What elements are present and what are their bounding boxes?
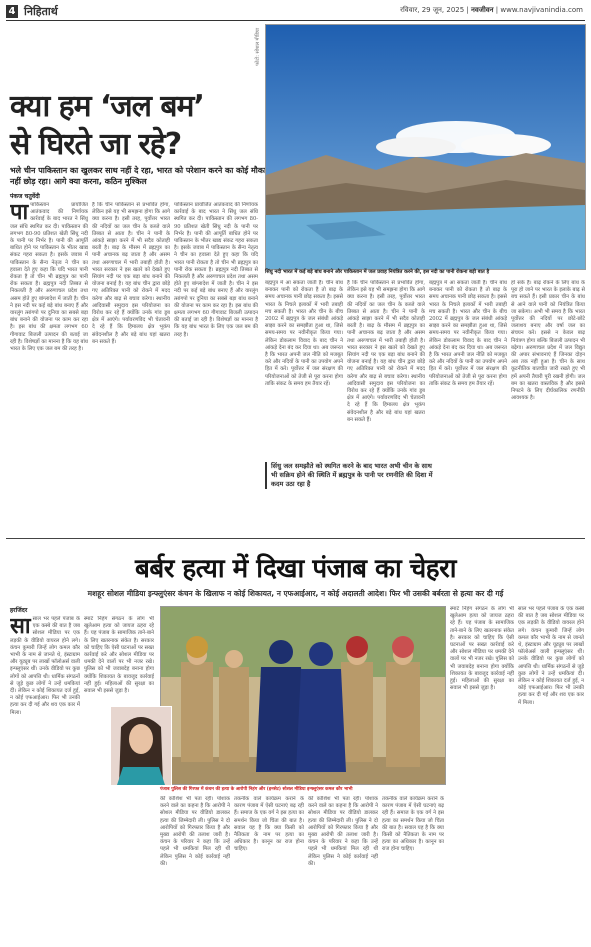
story1-column-6: बह्मपुत्र में आ सकता जाती है। चीन बांध बनाकर पानी को रोकता है तो बाढ़ के समय अचानक पानी छोड़ सकता है। इससे भारत के निचले इलाकों में भारी तबाही मच सकती है। भारत और चीन के बीच 2002 में ब्रह्मपुत्र के जल संबंधी आंकड़े साझा करने का समझौता हुआ था, जिसे समय-समय पर नवीनीकृत किया गया। लेकिन डोकलाम विवाद के बाद चीन ने आंकड़े देना बंद कर दिया था। अब जरूरत है कि भारत अपनी जल नीति को मजबूत करे और नदियों के पानी का उपयोग अपने हित में करे। पूर्वोत्तर में जल संरक्षण की परियोजनाओं को तेजी से पूरा करना होगा ताकि संकट के समय हम तैयार रहें।: [429, 280, 507, 387]
story2-column-5: की कोशिश भी पता रही। पोशाक करने वाले का कहना है कि आरोपी ने सोशल मीडिया पर वीडियो डालकर हत्या की जिम्मेदारी ली। पुलिस ने दो आरोपियों को गिरफ्तार किया है और मुख्य आरोपी की तलाश जारी है। कंचन के परिवार ने कहा कि उन्हें पहले भी धमकियां मिल रही थीं लेकिन पुलिस ने कोई कार्रवाई नहीं की।: [308, 796, 378, 867]
story1-column-2: है कि चीन पाकिस्तान से प्रभावित होगा, लेकिन इसे यह भी समझना होगा कि आगे क्या करना है। इसी तरह, पूर्वोत्तर भारत की नदियों का जल चीन के कब्जे वाले तिब्बत से आता है। चीन ने पानी के आंकड़े साझा करने में भी सदैव कोताही बरती है। बाढ़ के मौसम में ब्रह्मपुत्र का पानी अचानक बढ़ जाता है और असम तथा अरुणाचल में भारी तबाही होती है। भारत सरकार ने इस खतरे को देखते हुए सियांग नदी पर एक बड़ा बांध बनाने की योजना बनाई है। यह बांध चीन द्वारा छोड़े गए अतिरिक्त पानी को रोकने में मदद करेगा और बाढ़ से बचाव करेगा। स्थानीय आदिवासी समुदाय इस परियोजना का विरोध कर रहे हैं क्योंकि उनके गांव डूब क्षेत्र में आएंगे। पर्यावरणविद भी चेतावनी दे रहे हैं कि हिमालय क्षेत्र भूकंप संवेदनशील है और बड़े बांध यहां खतरा बन सकते हैं।: [92, 202, 170, 345]
masthead: रविवार, 29 जून, 2025 | नवजीवन | www.navjivanindia.com: [400, 6, 583, 14]
arrest-photo: [160, 606, 446, 785]
date-line: रविवार, 29 जून, 2025: [400, 6, 465, 14]
column-text: पाकिस्तान प्रायोजित आतंकवाद की निर्णायक कार्रवाई के बाद भारत ने सिंधु जल संधि स्थगित कर दी। पाकिस्तान की लगभग 80-90 प्रतिशत खेती सिंधु नदी के पानी पर निर्भर है। पानी की आपूर्ति बाधित होने पर पाकिस्तान के भीतर खाद्य संकट गहरा सकता है। इसके जवाब में पाकिस्तान के सैन्य नेतृत्व ने चीन का हवाला देते हुए कहा कि यदि भारत पानी रोकता है तो चीन भी ब्रह्मपुत्र का पानी रोक सकता है। ब्रह्मपुत्र नदी तिब्बत से निकलती है और अरुणाचल प्रदेश तथा असम होते हुए बांग्लादेश में जाती है। चीन ने इस नदी पर कई बड़े बांध बनाए हैं और यारलुंग त्सांगपो पर दुनिया का सबसे बड़ा बांध बनाने की योजना पर काम कर रहा है। इस बांध की क्षमता लगभग 60 गीगावाट बिजली उत्पादन की बताई जा रही है। विशेषज्ञों का मानना है कि यह बांध भारत के लिए एक जल बम की तरह है।: [10, 202, 88, 353]
story2-column-7: स्मार्ट निहंग संगठन के लोग भी खुलेआम हत्या को जायज ठहरा रहे हैं। यह पंजाब के सामाजिक ताने-बाने के लिए खतरनाक संकेत है। सरकार को चाहिए कि ऐसी घटनाओं पर सख्त कार्रवाई करे और सोशल मीडिया पर धमकी देने वालों पर भी नजर रखे। पुलिस को भी जवाबदेह बनाना होगा क्योंकि शिकायत के बावजूद कार्रवाई नहीं हुई। महिलाओं की सुरक्षा का सवाल भी इससे जुड़ा है।: [450, 606, 514, 692]
headline-line-1: क्या हम ‘जल बम’: [10, 89, 204, 124]
story2-column-3: की कोशिश भी पता रही। पोशाक करने वाले का कहना है कि आरोपी ने सोशल मीडिया पर वीडियो डालकर हत्या की जिम्मेदारी ली। पुलिस ने दो आरोपियों को गिरफ्तार किया है और मुख्य आरोपी की तलाश जारी है। कंचन के परिवार ने कहा कि उन्हें पहले भी धमकियां मिल रही थीं लेकिन पुलिस ने कोई कार्रवाई नहीं की।: [160, 796, 230, 867]
column-text: साल भर पहले पंजाब के एक कस्बे की बात है जब सोशल मीडिया पर एक लड़की के वीडियो वायरल होने लगे। कंचन कुमारी जिन्हें लोग कमल कौर भाभी के नाम से जानते थे, इंस्टाग्राम और यूट्यूब पर लाखों फॉलोअर्स वाली इन्फ्लुएंसर थीं। उनके वीडियो पर कुछ लोगों को आपत्ति थी। धार्मिक संगठनों से जुड़े कुछ लोगों ने उन्हें धमकियां दीं। लेकिन न कोई शिकायत दर्ज हुई, न कोई एफआईआर। फिर भी उनकी हत्या कर दी गई और शव एक कार में मिला।: [10, 616, 80, 716]
story2-byline: हरजिंदर: [10, 607, 28, 614]
story2-deck: मशहूर सोशल मीडिया इन्फ्लुएंसर कंचन के खिलाफ न कोई शिकायत, न एफआईआर, न कोई अदालती आदेश। फिर भी उसकी बर्बरता से हत्या कर दी गई: [87, 589, 504, 598]
inset-photo: [110, 706, 172, 786]
photo-credit: फोटो: सोशल मीडिया: [255, 28, 261, 66]
story2-column-8: साल भर पहले पंजाब के एक कस्बे की बात है जब सोशल मीडिया पर एक लड़की के वीडियो वायरल होने लगे। कंचन कुमारी जिन्हें लोग कमल कौर भाभी के नाम से जानते थे, इंस्टाग्राम और यूट्यूब पर लाखों फॉलोअर्स वाली इन्फ्लुएंसर थीं। उनके वीडियो पर कुछ लोगों को आपत्ति थी। धार्मिक संगठनों से जुड़े कुछ लोगों ने उन्हें धमकियां दीं। लेकिन न कोई शिकायत दर्ज हुई, न कोई एफआईआर। फिर भी उनकी हत्या कर दी गई और शव एक कार में मिला।: [518, 606, 584, 706]
dam-photo: [265, 24, 586, 270]
website: www.navjivanindia.com: [500, 6, 583, 14]
brand-name: नवजीवन: [471, 6, 494, 14]
pull-quote: सिंधु जल समझौते को स्थगित करने के बाद भारत अभी चीन के साथ भी सक्रिय होने की स्थिति में ब्रह्मपुत्र के पानी पर रणनीति की दिशा में कदम उठा रहा है: [265, 462, 436, 489]
story1-column-3: पाकिस्तान प्रायोजित आतंकवाद की निर्णायक कार्रवाई के बाद भारत ने सिंधु जल संधि स्थगित कर दी। पाकिस्तान की लगभग 80-90 प्रतिशत खेती सिंधु नदी के पानी पर निर्भर है। पानी की आपूर्ति बाधित होने पर पाकिस्तान के भीतर खाद्य संकट गहरा सकता है। इसके जवाब में पाकिस्तान के सैन्य नेतृत्व ने चीन का हवाला देते हुए कहा कि यदि भारत पानी रोकता है तो चीन भी ब्रह्मपुत्र का पानी रोक सकता है। ब्रह्मपुत्र नदी तिब्बत से निकलती है और अरुणाचल प्रदेश तथा असम होते हुए बांग्लादेश में जाती है। चीन ने इस नदी पर कई बड़े बांध बनाए हैं और यारलुंग त्सांगपो पर दुनिया का सबसे बड़ा बांध बनाने की योजना पर काम कर रहा है। इस बांध की क्षमता लगभग 60 गीगावाट बिजली उत्पादन की बताई जा रही है। विशेषज्ञों का मानना है कि यह बांध भारत के लिए एक जल बम की तरह है।: [174, 202, 258, 338]
story2-headline: बर्बर हत्या में दिखा पंजाब का चेहरा: [135, 554, 456, 584]
story1-deck: भले चीन पाकिस्तान का खुलकर साथ नहीं दे रहा, भारत को परेशान करने का कोई मौका नहीं छोड़ रहा। आगे क्या करना, कठिन मुश्किल: [10, 166, 267, 186]
header-rule: [6, 20, 585, 21]
page-number: 4: [6, 5, 18, 18]
story1-column-4: बह्मपुत्र में आ सकता जाती है। चीन बांध बनाकर पानी को रोकता है तो बाढ़ के समय अचानक पानी छोड़ सकता है। इससे भारत के निचले इलाकों में भारी तबाही मच सकती है। भारत और चीन के बीच 2002 में ब्रह्मपुत्र के जल संबंधी आंकड़े साझा करने का समझौता हुआ था, जिसे समय-समय पर नवीनीकृत किया गया। लेकिन डोकलाम विवाद के बाद चीन ने आंकड़े देना बंद कर दिया था। अब जरूरत है कि भारत अपनी जल नीति को मजबूत करे और नदियों के पानी का उपयोग अपने हित में करे। पूर्वोत्तर में जल संरक्षण की परियोजनाओं को तेजी से पूरा करना होगा ताकि संकट के समय हम तैयार रहें।: [265, 280, 343, 387]
story2-column-4: तकनीक वाले कार्यक्रम कराने के कारण पंजाब में ऐसी घटनाएं बढ़ रही हैं। समाज के एक वर्ग ने इस हत्या का समर्थन किया जो चिंता की बात है। सवाल यह है कि क्या किसी को नैतिकता के नाम पर हत्या का अधिकार है। कानून का राज होना चाहिए।: [234, 796, 304, 853]
story1-headline: [10, 88, 260, 164]
story1-column-5: है कि चीन पाकिस्तान से प्रभावित होगा, लेकिन इसे यह भी समझना होगा कि आगे क्या करना है। इसी तरह, पूर्वोत्तर भारत की नदियों का जल चीन के कब्जे वाले तिब्बत से आता है। चीन ने पानी के आंकड़े साझा करने में भी सदैव कोताही बरती है। बाढ़ के मौसम में ब्रह्मपुत्र का पानी अचानक बढ़ जाता है और असम तथा अरुणाचल में भारी तबाही होती है। भारत सरकार ने इस खतरे को देखते हुए सियांग नदी पर एक बड़ा बांध बनाने की योजना बनाई है। यह बांध चीन द्वारा छोड़े गए अतिरिक्त पानी को रोकने में मदद करेगा और बाढ़ से बचाव करेगा। स्थानीय आदिवासी समुदाय इस परियोजना का विरोध कर रहे हैं क्योंकि उनके गांव डूब क्षेत्र में आएंगे। पर्यावरणविद भी चेतावनी दे रहे हैं कि हिमालय क्षेत्र भूकंप संवेदनशील है और बड़े बांध यहां खतरा बन सकते हैं।: [347, 280, 425, 423]
story-divider: [6, 538, 585, 539]
headline-line-2: से घिरते जा रहे?: [10, 127, 182, 162]
photo-caption-2: पंजाब पुलिस की गिरफ्त में कंचन की हत्या के आरोपी निहंग और (इनसेट) सोशल मीडिया इन्फ्लुएंसर कमल कौर भाभी: [160, 787, 353, 792]
dropcap: सा: [10, 616, 31, 639]
story1-byline: पंकज चतुर्वेदी: [10, 193, 40, 200]
story1-column-7: हो सके हैं। बाढ़ रोकने के लिए बांध के पूरा हो जाने पर भारत के इलाके बाढ़ से बच सकते हैं। इसी प्रकार चीन के बांध से आने वाले पानी को नियंत्रित किया जा सकेगा। अभी भी समय है कि भारत पूर्वोत्तर की नदियों पर छोटे-छोटे जलाशय बनाए और वर्षा जल का संचयन करे। इससे न केवल बाढ़ नियंत्रण होगा बल्कि बिजली उत्पादन भी बढ़ेगा। अरुणाचल प्रदेश में जल विद्युत की अपार संभावनाएं हैं जिनका दोहन अब तक नहीं हुआ है। चीन के साथ कूटनीतिक बातचीत जारी रखते हुए भी हमें अपनी तैयारी पूरी रखनी होगी। जल बम का खतरा वास्तविक है और इससे निपटने के लिए दीर्घकालिक रणनीति आवश्यक है।: [511, 280, 585, 402]
story2-column-1: [10, 616, 80, 941]
dropcap: पा: [10, 202, 29, 225]
section-name: निहितार्थ: [24, 5, 58, 18]
story1-column-1: [10, 202, 88, 522]
story2-column-6: तकनीक वाले कार्यक्रम कराने के कारण पंजाब में ऐसी घटनाएं बढ़ रही हैं। समाज के एक वर्ग ने इस हत्या का समर्थन किया जो चिंता की बात है। सवाल यह है कि क्या किसी को नैतिकता के नाम पर हत्या का अधिकार है। कानून का राज होना चाहिए।: [382, 796, 444, 853]
photo-caption: सिंधु नदी भारत में कई बड़े बांध बनाने और पाकिस्तान में जल प्रवाह नियंत्रित करने की, इस नदी का पानी रोकना बड़ी बात है: [265, 269, 490, 275]
story2-column-2: स्मार्ट निहंग संगठन के लोग भी खुलेआम हत्या को जायज ठहरा रहे हैं। यह पंजाब के सामाजिक ताने-बाने के लिए खतरनाक संकेत है। सरकार को चाहिए कि ऐसी घटनाओं पर सख्त कार्रवाई करे और सोशल मीडिया पर धमकी देने वालों पर भी नजर रखे। पुलिस को भी जवाबदेह बनाना होगा क्योंकि शिकायत के बावजूद कार्रवाई नहीं हुई। महिलाओं की सुरक्षा का सवाल भी इससे जुड़ा है।: [84, 616, 154, 695]
